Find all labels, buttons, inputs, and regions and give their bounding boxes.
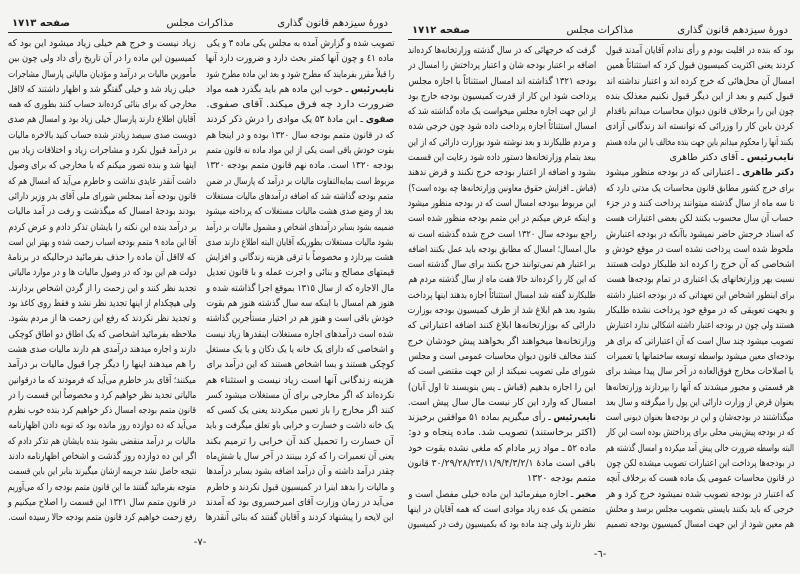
- text-line: [8, 403, 196, 418]
- text-line: [606, 104, 794, 119]
- text-line-content: زیاد نیست و خرج هم خیلی زیاد میشود این بود که: [8, 38, 196, 49]
- text-line: [8, 449, 196, 464]
- text-line: [408, 395, 596, 410]
- text-line: [206, 82, 394, 97]
- text-line: [8, 311, 196, 326]
- text-line-content: متضمن یک عده زیاد موادی است که همه آقایان در اینها: [408, 503, 596, 515]
- text-line-content: بکنند آنها را محکوم میدانم باین جهت بنده مخالف با این ماده هستم: [606, 136, 794, 148]
- text-line-content: آقا این ماده ۹ متمم بودجه اسباب زحمت شده و بهتر این است: [8, 236, 196, 248]
- text-line-content: ولی هیچکدام از اینها تجدید نظر نشد و فقط روی کاغذ بود: [8, 298, 196, 310]
- text-line-content: امسال استثنائاً اجازه پرداخت داده شود چون خرجی شده: [408, 121, 596, 133]
- text-line-content: قانون بودجه آمد بمجلس شورای ملی آقای بدر وزیر دارائی: [8, 190, 196, 202]
- text-line: [408, 119, 596, 134]
- text-line: [606, 364, 794, 379]
- text-line: [8, 174, 196, 189]
- text-line-content: آقایان اطلاع دارند پارسال خیلی زیاد بود و امسال هم صدی: [8, 114, 196, 126]
- text-line: [8, 342, 196, 357]
- text-line: [606, 58, 794, 73]
- text-line: [408, 242, 596, 257]
- text-line: [606, 502, 794, 517]
- text-line: [606, 211, 794, 226]
- text-line: [206, 449, 394, 464]
- page-number-label: صفحه ۱۷۱۳: [12, 18, 71, 29]
- text-line: [408, 425, 596, 440]
- text-line-content: در قانون محاسبات عمومی یک ماده هست که برخلاف آنچه: [606, 473, 794, 485]
- text-line: [8, 158, 196, 173]
- text-line-content: باقی است مادهٔ ۳۰/۲۹/۲۸/۲۳/۱۱/۹/۴/۳/۲/۱ قانون: [408, 458, 596, 470]
- text-line: [408, 165, 596, 180]
- text-line-content: [606, 165, 794, 180]
- text-line: [606, 487, 794, 502]
- text-line-content: بر اعتبار هم نمی‌توانند خرج بکنند برای سال گذشته است: [408, 259, 596, 271]
- text-line-content: مخارجی که برای بنائی کرده‌اند حساب کنند بطوری که همه: [8, 99, 196, 111]
- text-line: [408, 380, 596, 395]
- speech-text: ـ خوب این ماده هم باید بگذرد همه مواد: [206, 83, 351, 95]
- text-line-content: یک خانه داشت و خسارت و خرابی باو تعلق میگرفت و باید: [206, 420, 394, 432]
- text-line: [408, 257, 596, 272]
- text-line: [206, 296, 394, 311]
- text-line: [408, 502, 596, 517]
- text-line: [8, 495, 196, 510]
- speech-text: ـ رأی میگیریم بماده ۵۱ موافقین برخیزند: [408, 412, 554, 424]
- text-line: [606, 441, 794, 456]
- text-line: [408, 288, 596, 303]
- text-line-content: کمیسیون این ماده را در آن تاریخ رأی داد ولی چون بین: [8, 53, 196, 65]
- speaker-name: نایب‌رئیس: [553, 412, 596, 424]
- text-line: [408, 211, 596, 226]
- text-line: [408, 303, 596, 318]
- text-line: [408, 150, 596, 165]
- text-line: [606, 74, 794, 89]
- text-line: [8, 128, 196, 143]
- text-line: [408, 334, 596, 349]
- text-line-content: می‌آید که ده دوازده روز مانده بود که نوبه دادن اظهارنامه: [8, 420, 196, 432]
- text-line: [408, 471, 596, 486]
- speaker-name: نایب‌رئیس: [350, 83, 394, 95]
- text-line-content: و مالیات را بدهد اینرا در کمیسیون قبول نکردند و خاطرم: [206, 481, 394, 493]
- text-line: [8, 189, 196, 204]
- text-line-content: تصویب شده و گزارش آمده به مجلس یکی ماده ۳ و یکی: [206, 38, 394, 49]
- text-line: [206, 495, 394, 510]
- text-line-content: دویست صدی سیصد زیادتر شده حساب کنید بالاخره مالیات: [8, 129, 196, 141]
- text-line-content: را هم میدهند اینها را دیگر چرا قبول مالیات بر درآمد: [8, 359, 196, 371]
- text-line: [206, 250, 394, 265]
- text-column-left: [408, 43, 596, 533]
- page-1712: [404, 7, 796, 574]
- text-line-content: و بجهت تعویقی که در موقع خود پرداخت نشده طلبکار: [606, 305, 794, 317]
- text-line-content: بودجه‌ای معین میشود بواسطه توسعه ساختمانها یا تعمیرات: [606, 350, 794, 362]
- text-line: [606, 119, 794, 134]
- text-line-content: مالیات بر درآمد منقضی بشود بنده بایشان هم تذکر دادم که: [8, 435, 196, 447]
- text-line: [408, 441, 596, 456]
- text-line: [606, 242, 794, 257]
- text-line-content: بشود بعد هم ابلاغ شد از طرف کمیسیون بودجه بوزارت: [408, 305, 596, 317]
- text-line-content: بعنوان قرض از وزارت دارائی این پول را میگرفته و سال بعد: [606, 396, 794, 408]
- text-line-content: متمم بودجه ۱۳۲۰: [527, 473, 596, 485]
- text-line-content: می‌آید در زمان وزارت آقای امیرخسروی بود که آمدند: [206, 496, 394, 508]
- text-line-content: نکرده‌اند که اگر مخارجی برای آن مستغلات میشود کسر: [206, 389, 394, 401]
- text-line-content: نتیجه حاصل نشد جریمه ازشان میگیرند بنابر این باین قسمت: [8, 466, 196, 478]
- text-line: [8, 480, 196, 495]
- text-line-content: هستند ولی چون در بودجه اعتبار داشته اشکالی ندارد اعتبارش: [606, 320, 794, 332]
- text-line-content: که لااقل آن ماده را حذف بفرمائید درحالیکه در برنامهٔ: [8, 252, 196, 264]
- text-line-content: هنوز هم امسال با اینکه سه سال گذشته هنوز هم بقوت: [206, 298, 394, 310]
- text-line: [606, 181, 794, 196]
- text-line-content: [206, 82, 394, 97]
- text-line: [206, 480, 394, 495]
- text-line-content: کنند مخالف قانون دیوان محاسبات عمومی است و مجلس: [408, 350, 596, 362]
- speaker-name: دکتر طاهری: [742, 167, 794, 179]
- text-line: [8, 250, 196, 265]
- text-line: [206, 357, 394, 372]
- text-line: [606, 517, 794, 532]
- text-line-content: تا سه ماه از سال گذشته میتوانند پرداخت کنند و در جزء: [606, 197, 794, 209]
- text-line: [8, 36, 196, 51]
- text-line: [8, 97, 196, 112]
- text-line-content: مأمورین مالیات بر درآمد و مؤدیان مالیاتی پارسال مشاجرات: [8, 68, 196, 80]
- text-line-content: بود که بنده در اقلیت بودم و رأی ندادم آقایان آمدند قبول: [606, 45, 794, 56]
- text-line-content: کردند یعنی اکثریت کمیسیون قبول کرد که استثنائاً همین: [606, 60, 794, 72]
- text-line: [606, 165, 794, 180]
- speech-text: ـ آقای دکتر طاهری: [669, 152, 747, 164]
- text-line: [206, 67, 394, 82]
- text-line-content: مالیاتی تجدید نظر خواهیم کرد و مخصوصاً این قسمت را در: [8, 389, 196, 401]
- text-line: [408, 364, 596, 379]
- text-line: [8, 434, 196, 449]
- text-line: [606, 318, 794, 333]
- text-line-content: بعد از وضع صدی هشت مالیات مستغلات که پرداخته میشود: [206, 206, 394, 218]
- speaker-name: مخبر: [575, 488, 596, 500]
- text-line: [206, 388, 394, 403]
- text-line: [206, 36, 394, 51]
- text-line-content: بر درآمد قبول نکرد و مشاجرات زیاد و اختلافات زیاد بین: [8, 145, 196, 157]
- text-line-content: قبول کنیم و بعد از این دیگر قبول نکنیم معذلک بنده: [606, 90, 794, 102]
- text-line: [8, 373, 196, 388]
- text-line: [606, 135, 794, 150]
- text-line-content: و مردم طلبکارند و بعد نوشته شود بوزارت دارائی که از این: [408, 136, 596, 148]
- speaker-name: نایب‌رئیس: [746, 152, 794, 164]
- page-header: [408, 17, 792, 40]
- text-line-content: وزارتخانه‌ها میخواهند اگر بخواهند پیش خودشان خرج: [408, 335, 596, 347]
- page-footer-number: -٦-: [593, 549, 607, 560]
- page-footer-number: -٧-: [193, 537, 207, 548]
- speech-text: ـ این مادهٔ ۵۳ یک موادی را درش ذکر کردند: [206, 114, 366, 126]
- text-line: [606, 257, 794, 272]
- text-line: [408, 318, 596, 333]
- text-line-content: بودجه ۱۳۲۰ است. ماده نهم قانون متمم بودجه ۱۳۲۰: [206, 160, 394, 172]
- text-line-content: ضرورت دارد چه فرق میکند. آقای صفوی.: [206, 99, 394, 111]
- text-line-content: اینها شد و بنده تصور میکنم که با مخارجی که برای وصول: [8, 160, 196, 172]
- header-title: مذاکرات مجلس: [166, 18, 234, 29]
- text-line-content: ماده ۵۲ ـ مواد زیر مادام که ملغی نشده بقوت خود: [408, 442, 596, 454]
- text-line: [606, 89, 794, 104]
- text-line-content: هر قسمتی و مجبور میشدند که آنها را بپردازند وزارتخانه‌ها: [606, 381, 794, 393]
- text-line-content: بشود و اضافه از اعتبار بودجه خرج نکنند و قرض ندهند: [408, 167, 596, 179]
- text-line-content: هشت بپردازد و مخصوصاً با ترقی هزینه زندگانی و افزایش: [206, 252, 394, 264]
- text-line-content: ببعد بتمام وزارتخانه‌ها دستور داده شود رعایت این قسمت: [408, 152, 596, 164]
- text-line: [408, 456, 596, 471]
- text-line: [606, 303, 794, 318]
- text-line-content: بقوت خودش باقی است یکی از این مواد ماده نه قانون متمم: [206, 145, 394, 157]
- text-line: [408, 58, 596, 73]
- text-line: [408, 104, 596, 119]
- text-line-content: هزینه زندگانی آنها است زیاد نیست و استثناء هم: [206, 374, 394, 386]
- text-line-content: ماده ٤١ و چون آنها کمتر بحث دارد و ضرورت دارد آنها: [206, 53, 394, 65]
- text-line-content: ملاحظه بفرمائید اشخاصی که یک اطاق دو اطاق کوچکی: [8, 328, 196, 340]
- text-line-content: راجع ببودجه سال ۱۳۲۰ است خرج شده گذشته است نه: [408, 228, 596, 240]
- text-line-content: دولت هم این بود که در وصول مالیات ها و در موارد مالیاتی: [8, 267, 196, 279]
- text-line: [606, 425, 794, 440]
- text-line-content: کوچکی هستند و بسا اشخاص هستند که این درآمد برای: [206, 359, 394, 371]
- text-line-content: [408, 487, 596, 502]
- text-line: [206, 220, 394, 235]
- text-line-content: این را اجازه بدهیم (قباش ـ پس بنویسند تا اول آبان): [408, 381, 596, 393]
- text-line: [8, 67, 196, 82]
- text-line: [408, 227, 596, 242]
- text-line-content: داشت آنقدر عایدی نداشت و خاطرم می‌آید که امسال هم که: [8, 175, 196, 187]
- text-line: [606, 395, 794, 410]
- text-line-content: (اکثر برخاستند) تصویب شد. ماده پنجاه و دو:: [408, 427, 596, 439]
- text-line-content: اضافه بر اعتبار بودجه شان و اعتبار پرداختش را امسال در: [408, 60, 596, 72]
- text-line-content: قیمتهای مصالح و بنائی و اجرت عمله و با قانون تعدیل: [206, 267, 394, 279]
- text-line: [606, 288, 794, 303]
- text-line-content: شورای ملی تصویب نمیکند از این جهت مقتضی است که: [408, 366, 596, 378]
- text-line: [206, 235, 394, 250]
- text-line: [8, 464, 196, 479]
- text-column-left: [8, 36, 196, 526]
- text-line: [206, 464, 394, 479]
- text-line: [606, 334, 794, 349]
- text-line: [8, 82, 196, 97]
- text-line-content: را قبلاً مقرر بفرمایند که مطرح شود و بعد این ماده مطرح شود: [206, 68, 394, 80]
- text-line: [606, 349, 794, 364]
- text-line-content: [670, 150, 795, 165]
- text-line: [606, 227, 794, 242]
- text-line-content: که این کار را کرده‌اند حالا هفت ماه از سال گذشته مردم هم: [408, 274, 596, 286]
- text-line-content: البته بواسطه ضرورت خالی پیش آمد میکرده و امسال گذشته هم: [606, 442, 794, 454]
- text-line-content: امسال که وارد این کار نیست مال سال پیش است.: [408, 396, 596, 408]
- text-line-content: تصویب میشود چند سال است که آن اعتباراتی که برای هر: [606, 335, 794, 347]
- text-line: [408, 89, 596, 104]
- text-line-content: برای خرج کشور مطابق قانون محاسبات یک مدتی دارد که: [606, 182, 794, 194]
- text-line: [606, 456, 794, 471]
- text-line: [8, 388, 196, 403]
- text-line-content: که اسناد خرجش حاضر نمیشود باآنکه در بودجه اعتبارش: [606, 228, 794, 240]
- speech-text: ـ اعتباراتی که در بودجه منظور میشود: [606, 167, 743, 179]
- text-line-content: قانون متمم بودجه امسال ذکر خواهیم کرد بنده خوب نظرم: [8, 405, 196, 417]
- text-line-content: شده است درآمدهای اجاره مستغلات اینقدرها زیاد نیست: [206, 328, 394, 340]
- text-line: [206, 418, 394, 433]
- text-line-content: چقدر درآمد داشته و آن درآمد اضافه بشود بسایر درآمدها: [206, 466, 394, 478]
- text-line-content: امسال آن محل‌هائی که خرج کرده اند و اعتبار نداشته اند: [606, 75, 794, 87]
- text-line: [408, 43, 596, 58]
- text-line-content: خرجی که باید بکنند بایستی بتصویب مجلس برسد و محلش: [606, 503, 794, 515]
- text-line-content: ضمیمه بشود بسایر درآمدهای اشخاص و مشمول مالیات بر درآمد: [206, 221, 394, 233]
- text-line-content: نظر دارند ولی چند ماده بود که بکمیسیون رفت در کمیسیون: [408, 519, 596, 531]
- text-line-content: و اشخاصی که دارای یک خانه یا یک دکان و یا یک مستغل: [206, 343, 394, 355]
- text-line: [408, 487, 596, 502]
- text-line: [8, 296, 196, 311]
- page-1713: [4, 0, 396, 567]
- text-line: [206, 51, 394, 66]
- text-line: [8, 112, 196, 127]
- text-line: [8, 281, 196, 296]
- text-line-content: اگر این ده دوازده روز گذشت و اشخاص اظهارنامه دادند: [8, 451, 196, 463]
- text-line: [206, 373, 394, 388]
- text-line-content: آن خسارت را تحمیل کند آن خرابی را ترمیم بکند: [206, 435, 394, 447]
- text-line: [8, 357, 196, 372]
- text-line: [8, 418, 196, 433]
- text-line-content: دارائی که بوزارتخانه‌ها ابلاغ کنند اضافه اعتباراتی که: [408, 320, 596, 332]
- text-line-content: کنند اگر مخارج را باز تعیین میکردند یعنی یک کسی که: [206, 405, 394, 417]
- text-line-content: هم معین شود از این جهت امسال کمیسیون بودجه تصمیم: [606, 519, 794, 531]
- text-line: [8, 204, 196, 219]
- text-line-content: در بودجه‌ها پرداخت این اعتبارات تصویب میشده لکن چون: [606, 458, 794, 470]
- text-line-content: خیلی زیاد شد و خیلی گفتگو شد و اظهار داشتند که لااقل: [8, 83, 196, 95]
- text-line-content: اشخاصی که آن خرج را کرده اند طلبکار دولت هستند: [606, 259, 794, 271]
- text-line: [408, 272, 596, 287]
- text-line: [206, 327, 394, 342]
- text-line: [206, 342, 394, 357]
- text-line: [408, 410, 596, 425]
- text-line: [8, 51, 196, 66]
- text-line: [408, 196, 596, 211]
- text-line-content: رفع زحمت خواهیم کرد قانون متمم بودجه حالا رسیده است.: [8, 512, 196, 524]
- text-line: [8, 220, 196, 235]
- text-line: [8, 143, 196, 158]
- text-line-content: از این جهت اجازه مجلس میخواست یک ماده گذاشته شد که: [408, 106, 596, 118]
- text-line: [8, 235, 196, 250]
- text-line-content: این لایحه را پیشنهاد کردند و آقایان گفتند که بنائی آنقدرها: [206, 512, 394, 524]
- text-line: [606, 380, 794, 395]
- text-line-content: بودند بودجهٔ امسال که میگذشت و رفت در آمد مالیات: [8, 206, 196, 218]
- text-line-content: که اعتبار در بودجه تصویب شده نمیشود خرج کرد و هر: [606, 488, 794, 500]
- text-line-content: گرفت که خرجهائی که در سال گذشته وزارتخانه‌ها کرده‌اند: [408, 45, 596, 56]
- text-line-content: متمم بودجه گذاشته شد که اضافه درآمدهای مالیات مستغلات: [206, 190, 394, 202]
- header-title: مذاکرات مجلس: [566, 25, 634, 36]
- text-line: [8, 327, 196, 342]
- session-label: دورهٔ سیزدهم قانون گذاری: [277, 18, 388, 29]
- page-number-label: صفحه ۱۷۱۲: [412, 25, 471, 36]
- text-line: [408, 349, 596, 364]
- text-line: [606, 196, 794, 211]
- text-line-content: خودش باقی است و هنوز هم در اختیار مستأجرین گذاشته: [206, 313, 394, 325]
- text-line-content: حساب آن سال محسوب بکنند لکن بعضی اعتبارات هست: [606, 213, 794, 225]
- text-line-content: این مربوط ببودجه امسال است که در بودجه منظور میشود: [408, 197, 596, 209]
- text-line-content: میکنند؛ آقای بدر خاطرم می‌آید که فرمودند که ما درقوانین: [8, 374, 196, 386]
- text-line: [408, 74, 596, 89]
- text-line-content: مال الاجاره که از سال ۱۳۱۵ بموقع اجرا گذاشته شده و: [206, 282, 394, 294]
- text-line-content: بشود مالیات مستغلات بطوریکه آقایان البته اطلاع دارند صدی: [206, 236, 394, 248]
- session-label: دورهٔ سیزدهم قانون گذاری: [677, 25, 788, 36]
- text-line: [408, 517, 596, 532]
- text-line-content: بودجه ۱۳۲۱ گذاشته اند امسال استثنائاً با اجازه مجلس: [408, 75, 596, 87]
- text-line: [606, 410, 794, 425]
- text-line: [206, 403, 394, 418]
- text-line: [206, 434, 394, 449]
- page-header: [8, 10, 392, 33]
- text-line-content: طلبکارند گفته شد امسال استثنائاً اجازه بدهند اینها پرداخت: [408, 289, 596, 301]
- text-line-content: که در قانون متمم بودجه سال ۱۳۲۰ بوده و در اینجا هم: [206, 129, 394, 141]
- text-line-content: پرداخت شود این کار از قدرت کمیسیون بودجه خارج بود: [408, 90, 596, 102]
- text-line-content: چون این را برخلاف قانون دیوان محاسبات میدانم باقدام: [606, 106, 794, 118]
- speech-text: ـ اجازه میفرمائید این ماده خیلی مفصل است و: [408, 488, 576, 500]
- text-line-content: و تجدید نظر نکردند که رفع این زحمت ها از مردم بشود.: [8, 313, 196, 325]
- speaker-name: صفوی: [365, 114, 394, 126]
- text-line-content: و اینکه عرض میکنم در این متمم بودجه منظور شده است: [408, 213, 596, 225]
- text-line-content: [408, 410, 596, 425]
- text-line-content: بر درآمد بنده این نکته را بایشان تذکر دادم و عرض کردم: [8, 221, 196, 233]
- text-line-content: دارند و اجاره میدهند درآمدی هم دارند مالیات صدی هشت: [8, 343, 196, 355]
- text-line-content: (قباش ـ افزایش حقوق معاونین وزارتخانه‌ها چه بوده است؟): [408, 182, 596, 194]
- text-line: [606, 471, 794, 486]
- text-line: [206, 311, 394, 326]
- text-line: [606, 43, 794, 58]
- text-line-content: نسبت بهر وزارتخانهای یک اعتباری در تمام بودجه‌ها هست: [606, 274, 794, 286]
- text-line-content: میگذاشتند در بودجه‌شان و این در بودجه‌ها بعنوان دیونی است: [606, 412, 794, 424]
- text-line-content: در قانون متمم سال ۱۳۲۱ این قسمت را اصلاح میکنیم و: [8, 496, 196, 508]
- text-line-content: برای اینطور اشخاص این تعهداتی که در بودجه اعتبار داشته: [606, 289, 794, 301]
- text-line-content: ملحوظ شده است پرداخت نشده است در موقع خودش و: [606, 243, 794, 255]
- text-line-content: که در بودجه پیش‌بینی محلی برای پرداختش بوده است این کار: [606, 427, 794, 439]
- text-line-content: کردن باین کار را وزرائی که توانسته اند زندگانی آزادی: [606, 121, 794, 133]
- text-line-content: یعنی آن تعمیرات را که کرد ببینند در آخر سال یا شش‌ماه: [206, 451, 394, 463]
- text-line-content: مال امسال؛ امسال که مطابق بودجه باید عمل بکنند اضافه: [408, 243, 596, 255]
- text-line: [606, 272, 794, 287]
- text-line-content: متوجه بفرمائید گفتند ما این قانون متمم بودجه را که می‌آوریم: [8, 481, 196, 493]
- text-line-content: تجدید نظر کنند و این زحمت را از گردن اشخاص بردارند.: [8, 282, 196, 294]
- text-line: [206, 158, 394, 173]
- text-line: [8, 510, 196, 525]
- text-line-content: مربوط است بمابه‌التفاوت مالیات بر درآمد که پارسال در ضمن: [206, 175, 394, 187]
- text-line-content: یا اصلاحات مخارج فوق‌العاده در آخر سال پیدا میشد برای: [606, 366, 794, 378]
- text-line: [408, 181, 596, 196]
- text-line: [8, 265, 196, 280]
- text-line: [408, 135, 596, 150]
- text-column-right: [606, 43, 794, 533]
- text-line: [606, 150, 794, 165]
